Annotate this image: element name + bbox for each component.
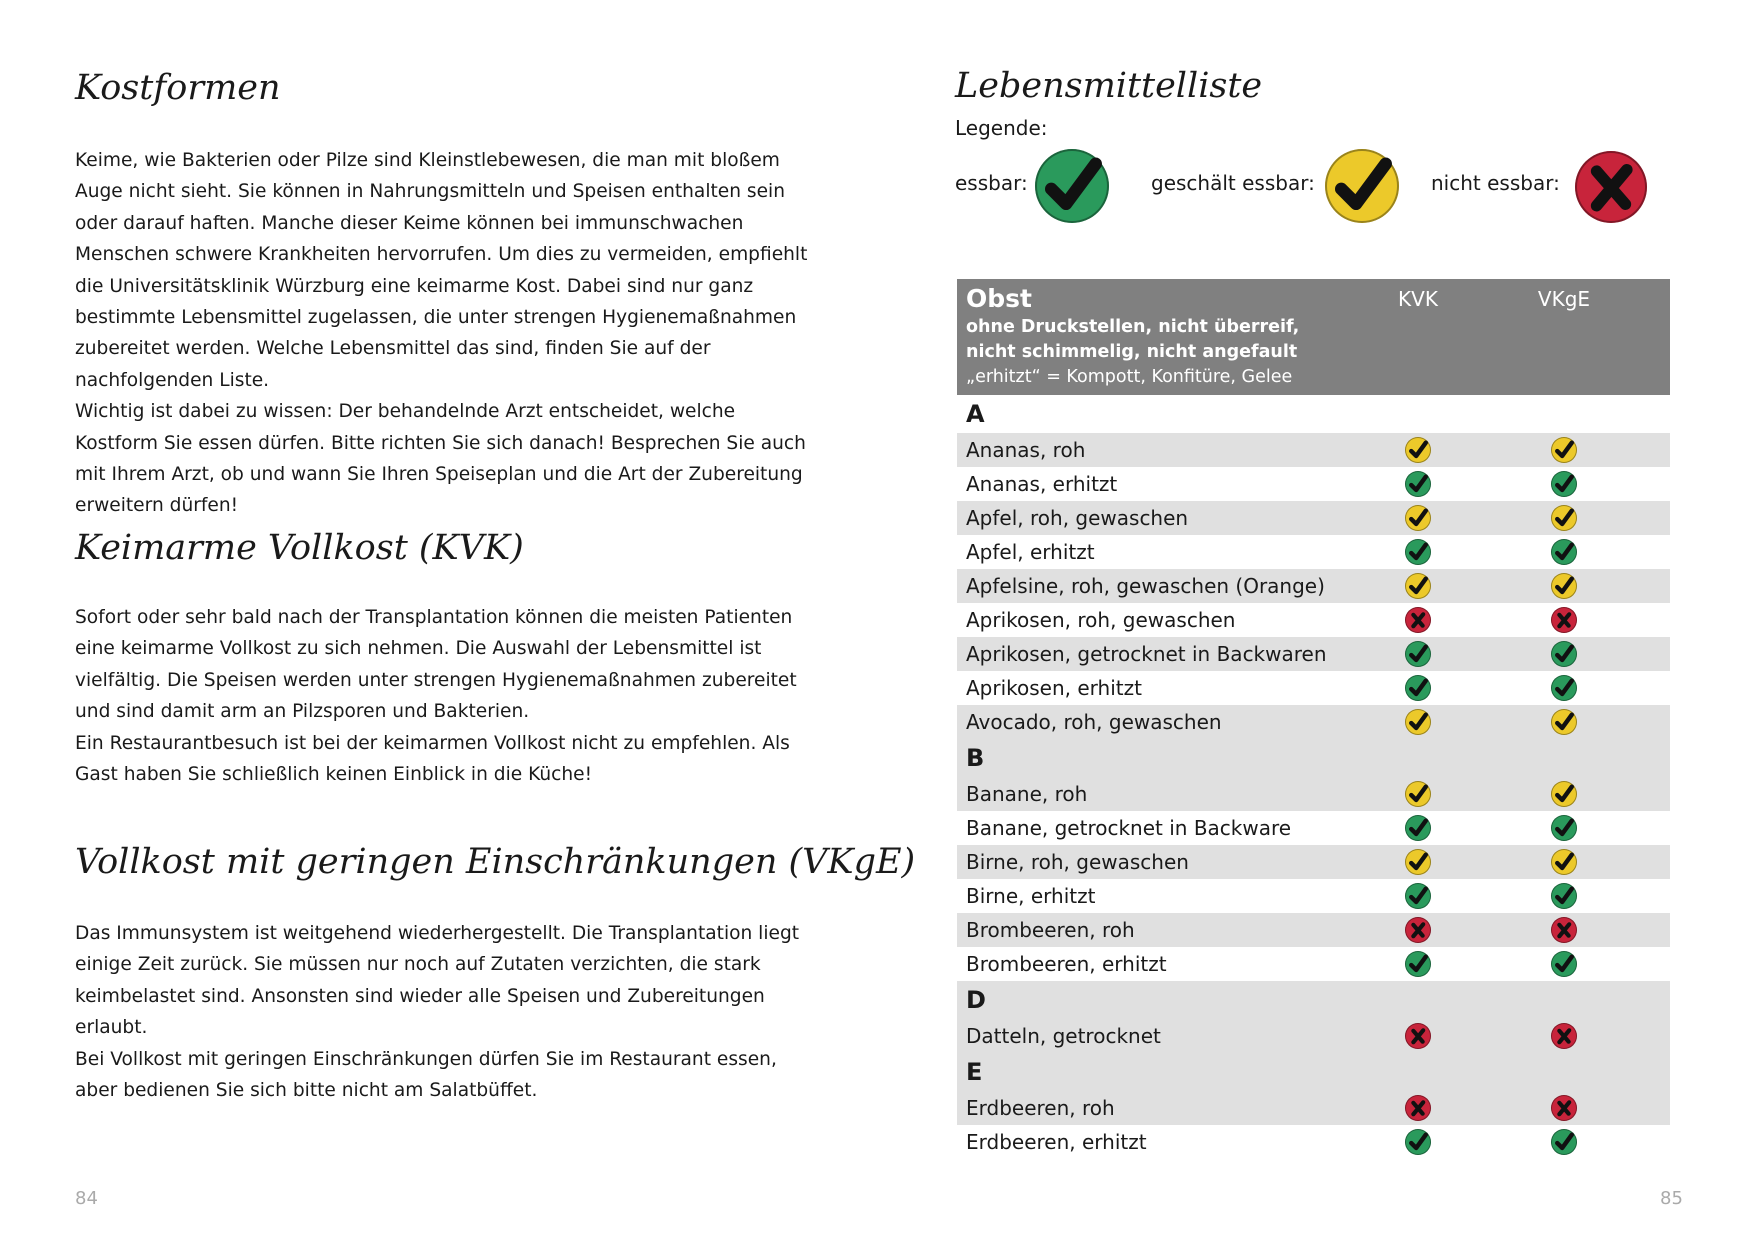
check-icon	[1405, 849, 1431, 875]
heading-kvk: Keimarme Vollkost (KVK)	[75, 528, 524, 568]
check-icon	[1551, 505, 1577, 531]
page-title: Lebensmittelliste	[955, 66, 1263, 106]
check-icon	[1405, 539, 1431, 565]
check-icon	[1551, 781, 1577, 807]
column-header-kvk: KVK	[1398, 287, 1438, 311]
heading-kostformen: Kostformen	[75, 68, 281, 108]
table-row	[957, 535, 1670, 569]
legend-label-essbar: essbar:	[955, 171, 1028, 195]
check-icon	[1405, 505, 1431, 531]
letter-row	[957, 395, 1670, 433]
table-subtitle: ohne Druckstellen, nicht überreif,	[966, 317, 1300, 337]
paragraph-text: Sofort oder sehr bald nach der Transplantation können die meisten Patienten eine keimarme Vollkost zu sich nehmen. Die Auswahl der Lebensmittel ist vielfältig. Die Speisen werden unter strengen Hygienemaßnahmen zubereitet und sind damit arm an Pilzsporen und Bakterien.	[75, 607, 797, 723]
check-icon	[1405, 437, 1431, 463]
table-body	[957, 395, 1670, 1159]
food-name: Ananas, erhitzt	[966, 472, 1118, 496]
column-header-vkge: VKgE	[1537, 287, 1591, 311]
table-subtitle: nicht schimmelig, nicht angefault	[966, 342, 1298, 362]
food-table	[957, 279, 1670, 1159]
table-row	[957, 845, 1670, 879]
paragraph-text: Bei Vollkost mit geringen Einschränkungen dürfen Sie im Restaurant essen, aber bedienen Sie sich bitte nicht am Salatbüffet.	[75, 1048, 777, 1102]
cross-icon	[1551, 1023, 1577, 1049]
table-row	[957, 569, 1670, 603]
table-title: Obst	[966, 284, 1032, 313]
check-icon	[1551, 709, 1577, 735]
letter-row	[957, 739, 1670, 777]
check-icon	[1405, 709, 1431, 735]
food-name: Avocado, roh, gewaschen	[966, 710, 1222, 734]
cross-icon	[1405, 1095, 1431, 1121]
table-row	[957, 1091, 1670, 1125]
table-row	[957, 777, 1670, 811]
paragraph-kostformen	[75, 145, 815, 522]
food-name: Aprikosen, getrocknet in Backwaren	[966, 642, 1327, 666]
letter-heading: A	[966, 400, 985, 428]
food-name: Erdbeeren, roh	[966, 1096, 1115, 1120]
check-icon	[1551, 641, 1577, 667]
legend-label-nicht-essbar: nicht essbar:	[1431, 171, 1560, 195]
table-row	[957, 467, 1670, 501]
check-icon	[1551, 815, 1577, 841]
check-icon	[1405, 641, 1431, 667]
table-row	[957, 947, 1670, 981]
legend-heading: Legende:	[955, 116, 1048, 140]
table-row	[957, 433, 1670, 467]
food-name: Aprikosen, erhitzt	[966, 676, 1142, 700]
cross-icon	[1575, 151, 1647, 223]
check-icon	[1405, 573, 1431, 599]
legend-label-geschaelt-essbar: geschält essbar:	[1151, 171, 1315, 195]
table-row	[957, 1019, 1670, 1053]
cross-icon	[1551, 917, 1577, 943]
food-name: Erdbeeren, erhitzt	[966, 1130, 1147, 1154]
check-icon	[1551, 437, 1577, 463]
food-name: Aprikosen, roh, gewaschen	[966, 608, 1236, 632]
check-icon	[1551, 471, 1577, 497]
check-icon	[1325, 149, 1399, 223]
check-icon	[1405, 815, 1431, 841]
food-name: Ananas, roh	[966, 438, 1086, 462]
letter-row	[957, 1053, 1670, 1091]
food-name: Brombeeren, roh	[966, 918, 1135, 942]
table-header	[957, 279, 1670, 395]
table-row	[957, 671, 1670, 705]
paragraph-text: Keime, wie Bakterien oder Pilze sind Kleinstlebewesen, die man mit bloßem Auge nicht sieht. Sie können in Nahrungsmitteln und Speisen enthalten sein oder darauf haften. Manche dieser Keime können bei immunschwachen Menschen schwere Krankheiten hervorrufen. Um dies zu vermeiden, empfiehlt die Universitätsklinik Würzburg eine keimarme Kost. Dabei sind nur ganz bestimmte Lebensmittel zugelassen, die unter strengen Hygienemaßnahmen zubereitet werden. Welche Lebensmittel das sind, finden Sie auf der nachfolgenden Liste.	[75, 150, 808, 391]
food-name: Datteln, getrocknet	[966, 1024, 1161, 1048]
check-icon	[1551, 849, 1577, 875]
letter-heading: D	[966, 986, 986, 1014]
check-icon	[1405, 1129, 1431, 1155]
cross-icon	[1405, 607, 1431, 633]
table-row	[957, 637, 1670, 671]
check-icon	[1405, 471, 1431, 497]
cross-icon	[1551, 1095, 1577, 1121]
paragraph-text: Das Immunsystem ist weitgehend wiederhergestellt. Die Transplantation liegt einige Zeit zurück. Sie müssen nur noch auf Zutaten verzichten, die stark keimbelastet sind. Ansonsten sind wieder alle Speisen und Zubereitungen erlaubt.	[75, 923, 800, 1039]
page-number: 84	[75, 1188, 98, 1209]
food-name: Birne, roh, gewaschen	[966, 850, 1189, 874]
food-name: Brombeeren, erhitzt	[966, 952, 1167, 976]
table-row	[957, 879, 1670, 913]
check-icon	[1551, 539, 1577, 565]
letter-heading: B	[966, 744, 985, 772]
table-row	[957, 811, 1670, 845]
check-icon	[1551, 675, 1577, 701]
food-name: Apfelsine, roh, gewaschen (Orange)	[966, 574, 1325, 598]
food-name: Banane, getrocknet in Backware	[966, 816, 1292, 840]
letter-row	[957, 981, 1670, 1019]
paragraph-vkge	[75, 918, 815, 1106]
check-icon	[1551, 1129, 1577, 1155]
page-number: 85	[1660, 1188, 1683, 1209]
table-row	[957, 705, 1670, 739]
cross-icon	[1405, 917, 1431, 943]
paragraph-kvk	[75, 602, 815, 790]
right-page	[874, 0, 1748, 1240]
letter-heading: E	[966, 1058, 983, 1086]
check-icon	[1551, 951, 1577, 977]
table-row	[957, 913, 1670, 947]
table-row	[957, 1125, 1670, 1159]
food-name: Apfel, erhitzt	[966, 540, 1095, 564]
table-row	[957, 501, 1670, 535]
check-icon	[1405, 781, 1431, 807]
heading-vkge: Vollkost mit geringen Einschränkungen (VKgE)	[75, 842, 916, 882]
check-icon	[1551, 573, 1577, 599]
paragraph-text: Wichtig ist dabei zu wissen: Der behandelnde Arzt entscheidet, welche Kostform Sie essen dürfen. Bitte richten Sie sich danach! Besprechen Sie auch mit Ihrem Arzt, ob und wann Sie Ihren Speiseplan und die Art der Zubereitung erweitern dürfen!	[75, 401, 806, 517]
paragraph-text: Ein Restaurantbesuch ist bei der keimarmen Vollkost nicht zu empfehlen. Als Gast haben Sie schließlich keinen Einblick in die Küche!	[75, 732, 790, 786]
food-name: Banane, roh	[966, 782, 1088, 806]
check-icon	[1405, 883, 1431, 909]
check-icon	[1405, 675, 1431, 701]
check-icon	[1405, 951, 1431, 977]
check-icon	[1035, 149, 1109, 223]
cross-icon	[1551, 607, 1577, 633]
check-icon	[1551, 883, 1577, 909]
table-subtitle: „erhitzt“ = Kompott, Konfitüre, Gelee	[966, 367, 1293, 387]
cross-icon	[1405, 1023, 1431, 1049]
food-name: Apfel, roh, gewaschen	[966, 506, 1189, 530]
food-name: Birne, erhitzt	[966, 884, 1096, 908]
table-row	[957, 603, 1670, 637]
